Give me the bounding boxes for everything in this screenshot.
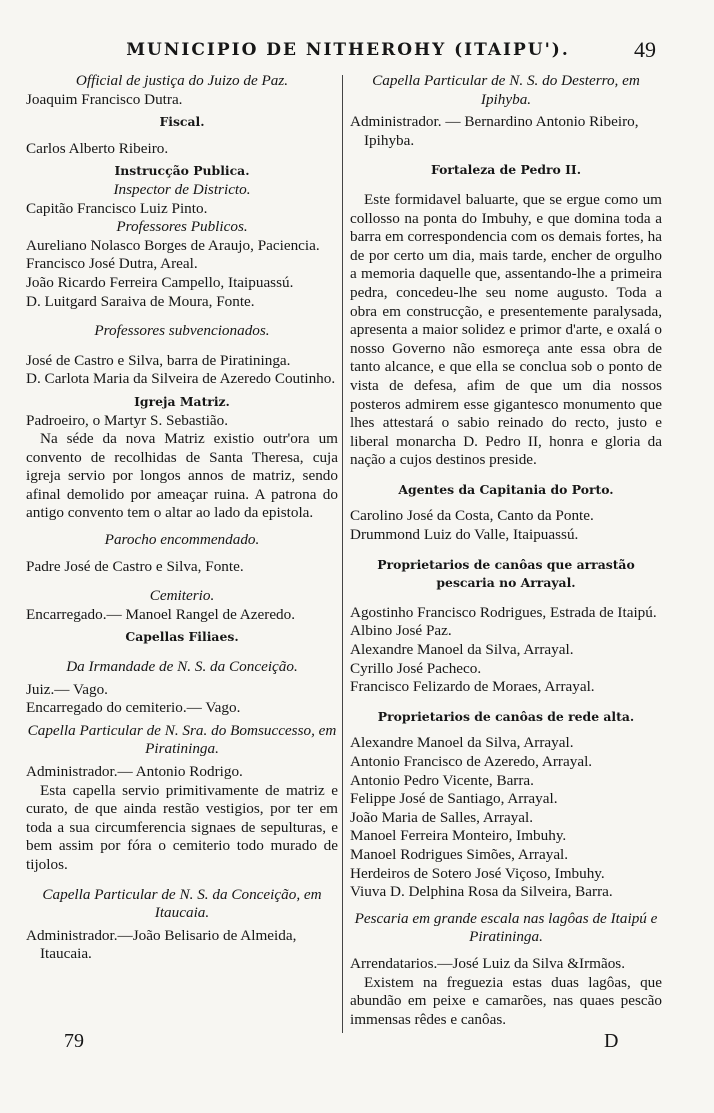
section-title: Capella Particular de N. S. da Conceição, em Itaucaia. <box>42 885 322 922</box>
section-heading: Fortaleza de Pedro II. <box>430 162 582 178</box>
section-heading: Fiscal. <box>159 114 205 130</box>
text-line: Manoel Ferreira Monteiro, Imbuhy. <box>350 827 567 845</box>
section-heading: Agentes da Capitania do Porto. <box>398 481 614 497</box>
text-line: Padroeiro, o Martyr S. Sebastião. <box>26 411 229 429</box>
text-line: Encarregado do cemiterio.— Vago. <box>26 699 241 717</box>
text-line: Arrendatarios.—José Luiz da Silva &Irmãos. <box>350 954 625 972</box>
paragraph: Existem na freguezia estas duas lagôas, que abundão em peixe e camarões, nas quaes pescão immensas rêdes e canôas. <box>350 973 662 1028</box>
text-line: Francisco Felizardo de Moraes, Arrayal. <box>350 678 595 696</box>
text-line: Padre José de Castro e Silva, Fonte. <box>26 557 244 575</box>
text-line: Carlos Alberto Ribeiro. <box>26 139 169 157</box>
text-line: Alexandre Manoel da Silva, Arrayal. <box>350 641 574 659</box>
section-title: Professores subvencionados. <box>94 322 270 340</box>
text-line: Drummond Luiz do Valle, Itaipuassú. <box>350 526 579 544</box>
section-title: Parocho encommendado. <box>104 531 260 549</box>
running-title: MUNICIPIO DE NITHEROHY (ITAIPU'). <box>126 40 570 60</box>
page-header <box>0 37 714 68</box>
text-line: Administrador.—João Belisario de Almeida, Itaucaia. <box>26 926 297 963</box>
text-line: Aureliano Nolasco Borges de Araujo, Paciencia. <box>26 236 320 254</box>
page-number: 49 <box>634 37 656 62</box>
text-line: Carolino José da Costa, Canto da Ponte. <box>350 507 594 525</box>
paragraph: Esta capella servio primitivamente de matriz e curato, de que ainda restão vestigios, por ter em toda a sua circumferencia signaes de sepulturas, e bem assim por fóra o cemiterio todo murado de tijolos. <box>26 781 338 873</box>
text-line: Felippe José de Santiago, Arrayal. <box>350 790 558 808</box>
text-line: Administrador. — Bernardino Antonio Ribeiro, Ipihyba. <box>350 113 639 149</box>
paragraph: Na séde da nova Matriz existio outr'ora um convento de recolhidas de Santa Theresa, cuja igreja servio por longos annos de matriz, sendo afinal demolido por ameaçar ruina. A patrona do antigo convento tem o altar ao lado da epistola. <box>26 430 338 522</box>
text-line: Cyrillo José Pacheco. <box>350 659 482 677</box>
section-title: Cemiterio. <box>149 587 215 605</box>
right-column <box>350 72 662 1029</box>
gathering-mark: D <box>604 1030 619 1052</box>
text-line: Encarregado.— Manoel Rangel de Azeredo. <box>26 605 296 623</box>
text-line: Albino José Paz. <box>350 622 452 640</box>
section-title: Capella Particular de N. S. do Desterro, em Ipihyba. <box>372 72 640 108</box>
text-line: Capitão Francisco Luiz Pinto. <box>26 199 208 217</box>
text-line: D. Luitgard Saraiva de Moura, Fonte. <box>26 292 255 310</box>
page-footer <box>0 1030 714 1060</box>
signature-mark: 79 <box>64 1030 84 1052</box>
section-title: Pescaria em grande escala nas lagôas de Itaipú e Piratininga. <box>354 909 658 946</box>
text-line: Manoel Rodrigues Simões, Arrayal. <box>350 845 569 863</box>
section-title: Inspector de Districto. <box>113 180 251 198</box>
paragraph: Este formidavel baluarte, que se ergue como um collosso na ponta do Imbuhy, e que domina toda a barra em correspondencia com os demais fortes, ha de por certo um dia, mais tarde, encher de orgulho a memoria daquelle que, assentando-lhe a primeira pedra, concedeu-lhe seu nome augusto. Toda a obra em construcção, e presentemente paralysada, apresenta a maior solidez e primor d'arte, e oxalá o nosso Governo não esmoreça ante essa obra de tanto alcance, e que ella se conclua sob o ponto de vista de defesa, afim de que um dia nossos posteros admirem esse gigantesco monumento que lhes attestará o sabio reinado do recto, justo e liberal monarcha D. Pedro II, honra e gloria da nação a cujos destinos preside. <box>350 190 662 469</box>
text-line: João Maria de Salles, Arrayal. <box>350 808 534 826</box>
section-heading: Proprietarios de canôas de rede alta. <box>377 708 635 724</box>
text-line: Juiz.— Vago. <box>26 680 108 698</box>
section-title: Official de justiça do Juizo de Paz. <box>75 72 289 89</box>
section-title: Da Irmandade de N. S. da Conceição. <box>66 658 298 676</box>
section-title: Professores Publicos. <box>116 218 248 236</box>
section-heading: Igreja Matriz. <box>134 393 230 409</box>
text-line: Francisco José Dutra, Areal. <box>26 255 198 273</box>
text-line: Alexandre Manoel da Silva, Arrayal. <box>350 734 574 752</box>
section-heading: Instrucção Publica. <box>114 163 250 179</box>
left-column <box>26 72 338 964</box>
section-heading: Capellas Filiaes. <box>125 629 239 645</box>
text-line: José de Castro e Silva, barra de Piratininga. <box>26 351 291 369</box>
section-title: Capella Particular de N. Sra. do Bomsuccesso, em Piratininga. <box>27 721 337 758</box>
text-line: Antonio Pedro Vicente, Barra. <box>350 771 534 789</box>
text-line: João Ricardo Ferreira Campello, Itaipuassú. <box>26 273 294 291</box>
text-line: D. Carlota Maria da Silveira de Azeredo Coutinho. <box>26 370 336 388</box>
text-line: Joaquim Francisco Dutra. <box>26 90 183 108</box>
text-line: Antonio Francisco de Azeredo, Arrayal. <box>350 753 593 770</box>
text-line: Viuva D. Delphina Rosa da Silveira, Barra. <box>350 883 613 901</box>
column-divider <box>342 75 343 1033</box>
text-line: Herdeiros de Sotero José Viçoso, Imbuhy. <box>350 864 605 882</box>
section-heading: Proprietarios de canôas que arrastão pescaria no Arrayal. <box>377 556 635 591</box>
text-line: Administrador.— Antonio Rodrigo. <box>26 763 243 780</box>
text-line: Agostinho Francisco Rodrigues, Estrada de Itaipú. <box>350 603 657 621</box>
